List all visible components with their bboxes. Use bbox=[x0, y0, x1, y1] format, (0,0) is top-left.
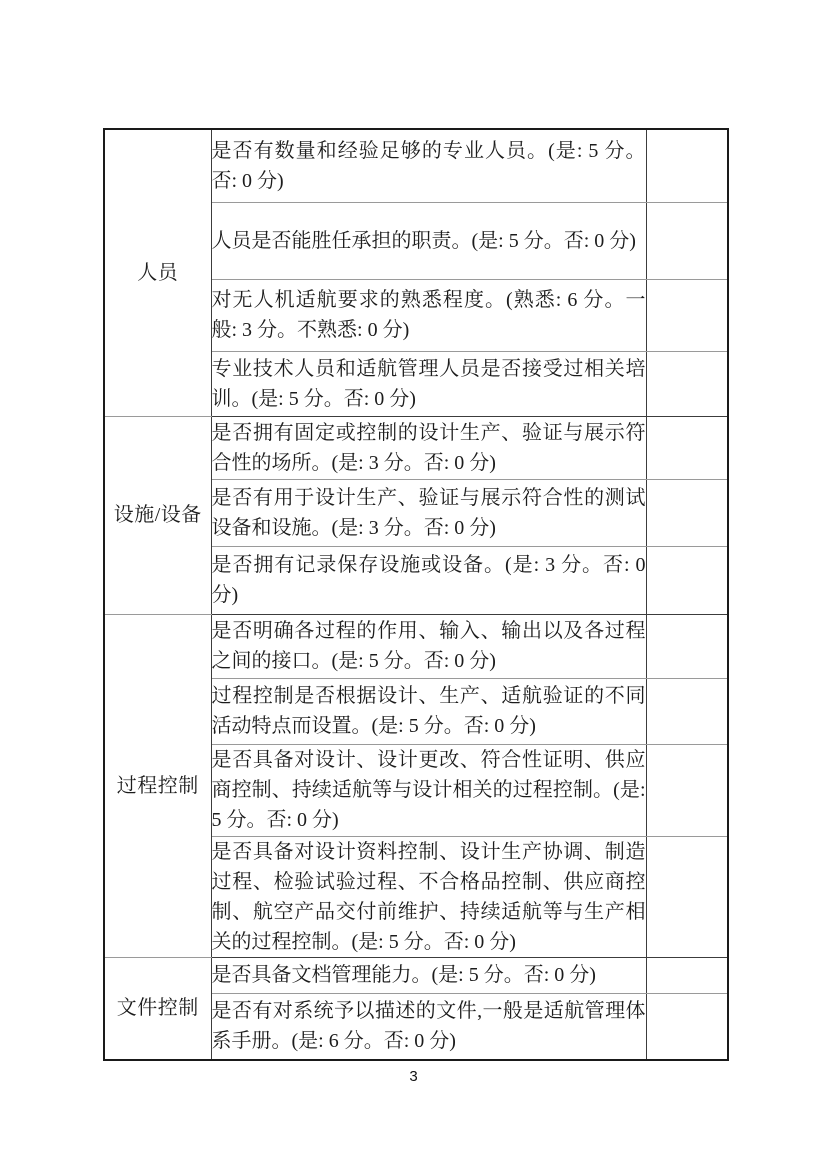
score-cell bbox=[646, 678, 728, 744]
assessment-table bbox=[103, 128, 729, 1061]
score-cell bbox=[646, 546, 728, 614]
score-cell bbox=[646, 202, 728, 279]
criteria-cell: 过程控制是否根据设计、生产、适航验证的不同活动特点而设置。(是: 5 分。否: 0 分) bbox=[211, 678, 646, 744]
score-cell bbox=[646, 744, 728, 836]
criteria-cell: 是否有用于设计生产、验证与展示符合性的测试设备和设施。(是: 3 分。否: 0 分) bbox=[211, 479, 646, 546]
criteria-cell: 对无人机适航要求的熟悉程度。(熟悉: 6 分。一般: 3 分。不熟悉: 0 分) bbox=[211, 279, 646, 351]
score-cell bbox=[646, 129, 728, 202]
category-cell-process-control: 过程控制 bbox=[104, 614, 211, 957]
table-row bbox=[104, 416, 728, 479]
criteria-cell: 是否具备对设计、设计更改、符合性证明、供应商控制、持续适航等与设计相关的过程控制。(是: 5 分。否: 0 分) bbox=[211, 744, 646, 836]
score-cell bbox=[646, 279, 728, 351]
score-cell bbox=[646, 993, 728, 1060]
criteria-cell: 专业技术人员和适航管理人员是否接受过相关培训。(是: 5 分。否: 0 分) bbox=[211, 351, 646, 416]
category-cell-personnel: 人员 bbox=[104, 129, 211, 416]
score-cell bbox=[646, 614, 728, 678]
criteria-cell: 人员是否能胜任承担的职责。(是: 5 分。否: 0 分) bbox=[211, 202, 646, 279]
score-cell bbox=[646, 479, 728, 546]
page-number: 3 bbox=[409, 1068, 418, 1085]
table-row bbox=[104, 614, 728, 678]
category-cell-document-control: 文件控制 bbox=[104, 957, 211, 1060]
score-cell bbox=[646, 836, 728, 957]
score-cell bbox=[646, 416, 728, 479]
table-row bbox=[104, 129, 728, 202]
criteria-cell: 是否拥有记录保存设施或设备。(是: 3 分。否: 0 分) bbox=[211, 546, 646, 614]
criteria-cell: 是否具备文档管理能力。(是: 5 分。否: 0 分) bbox=[211, 957, 646, 993]
criteria-cell: 是否具备对设计资料控制、设计生产协调、制造过程、检验试验过程、不合格品控制、供应商控制、航空产品交付前维护、持续适航等与生产相关的过程控制。(是: 5 分。否: 0 分) bbox=[211, 836, 646, 957]
table-row bbox=[104, 957, 728, 993]
criteria-cell: 是否有数量和经验足够的专业人员。(是: 5 分。否: 0 分) bbox=[211, 129, 646, 202]
score-cell bbox=[646, 351, 728, 416]
criteria-cell: 是否有对系统予以描述的文件,一般是适航管理体系手册。(是: 6 分。否: 0 分) bbox=[211, 993, 646, 1060]
criteria-cell: 是否拥有固定或控制的设计生产、验证与展示符合性的场所。(是: 3 分。否: 0 分) bbox=[211, 416, 646, 479]
category-cell-facilities-equipment: 设施/设备 bbox=[104, 416, 211, 614]
criteria-cell: 是否明确各过程的作用、输入、输出以及各过程之间的接口。(是: 5 分。否: 0 分) bbox=[211, 614, 646, 678]
score-cell bbox=[646, 957, 728, 993]
